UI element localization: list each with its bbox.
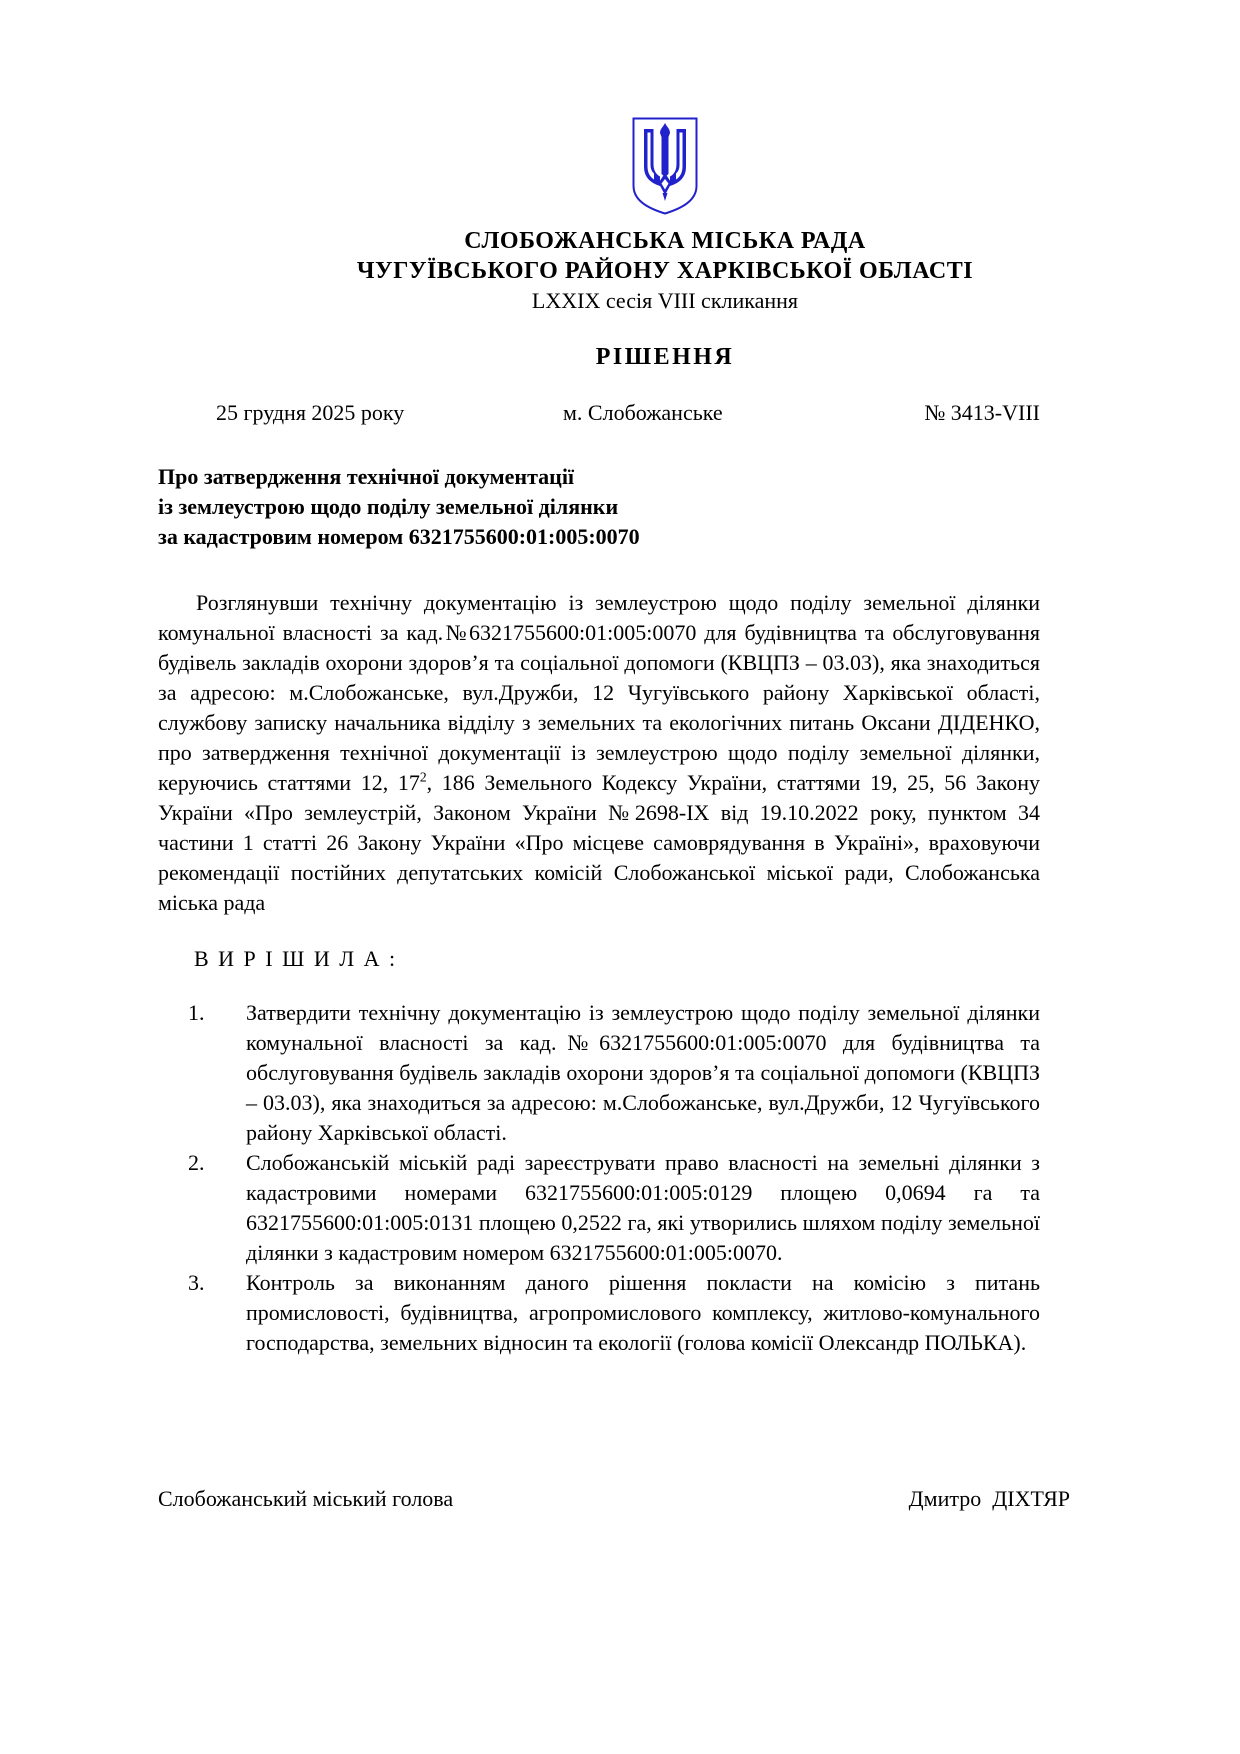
resolution-list [158, 998, 1040, 1358]
signature-row [158, 1484, 1070, 1514]
district-name: ЧУГУЇВСЬКОГО РАЙОНУ ХАРКІВСЬКОЇ ОБЛАСТІ [356, 258, 974, 284]
preamble-text: , 186 Земельного Кодексу України, статтями 19, 25, 56 Закону України «Про землеустрій, Законом України №2698-IX від 19.10.2022 року, пунктом 34 частини 1 статті 26 Закону України «Про місцеве самоврядування в Україні», враховуючи рекомендації постійних депутатських комісій Слобожанської міської ради, Слобожанська міська рада [158, 770, 1040, 915]
preamble-text: Розглянувши технічну документацію із землеустрою щодо поділу земельної ділянки комунальної власності за кад.№6321755600:01:005:0070 для будівництва та обслуговування будівель закладів охорони здоров’я та соціальної допомоги (КВЦПЗ – 03.03), яка знаходиться за адресою: м.Слобожанське, вул.Дружби, 12 Чугуївського району Харківської області, службову записку начальника відділу з земельних та екологічних питань Оксани ДІДЕНКО, про затвердження технічної документації із землеустрою щодо поділу земельної ділянки, керуючись статтями 12, 17 [158, 590, 1040, 795]
session-info: LXXIX сесія VIII скликання [531, 288, 799, 313]
article-superscript: 2 [419, 769, 427, 785]
decision-number: № 3413-VIII [924, 400, 1040, 425]
decision-place: м. Слобожанське [563, 400, 723, 425]
preamble-paragraph [158, 588, 1040, 918]
decision-meta-row [158, 398, 1040, 428]
signature-title: Слобожанський міський голова [158, 1486, 454, 1511]
ukraine-trident-icon [631, 116, 699, 216]
signature-name: Дмитро ДІХТЯР [908, 1486, 1070, 1511]
council-name: СЛОБОЖАНСЬКА МІСЬКА РАДА [464, 228, 866, 254]
resolution-word: В И Р І Ш И Л А : [194, 946, 398, 971]
resolution-item: Контроль за виконанням даного рішення покласти на комісію з питань промисловості, будівництва, агропромислового комплексу, житлово-комунального господарства, земельних відносин та екології (голова комісії Олександр ПОЛЬКА). [246, 1270, 1040, 1355]
decision-date: 25 грудня 2025 року [216, 400, 405, 425]
decision-subject [158, 462, 1040, 552]
resolution-item: Затвердити технічну документацію із землеустрою щодо поділу земельної ділянки комунальної власності за кад.№6321755600:01:005:0070 для будівництва та обслуговування будівель закладів охорони здоров’я та соціальної допомоги (КВЦПЗ – 03.03), яка знаходиться за адресою: м.Слобожанське, вул.Дружби, 12 Чугуївського району Харківської області. [246, 1000, 1040, 1145]
subject-line: із землеустрою щодо поділу земельної ділянки [158, 494, 619, 519]
decision-heading: РІШЕННЯ [595, 344, 735, 370]
subject-line: за кадастровим номером 6321755600:01:005:0070 [158, 524, 640, 549]
subject-line: Про затвердження технічної документації [158, 464, 575, 489]
document-header [224, 116, 1106, 316]
resolution-item: Слобожанській міській раді зареєструвати право власності на земельні ділянки з кадастровими номерами 6321755600:01:005:0129 площею 0,0694 га та 6321755600:01:005:0131 площею 0,2522 га, які утворились шляхом поділу земельної ділянки з кадастровим номером 6321755600:01:005:0070. [246, 1150, 1040, 1265]
emblem-wrap [224, 116, 1106, 216]
